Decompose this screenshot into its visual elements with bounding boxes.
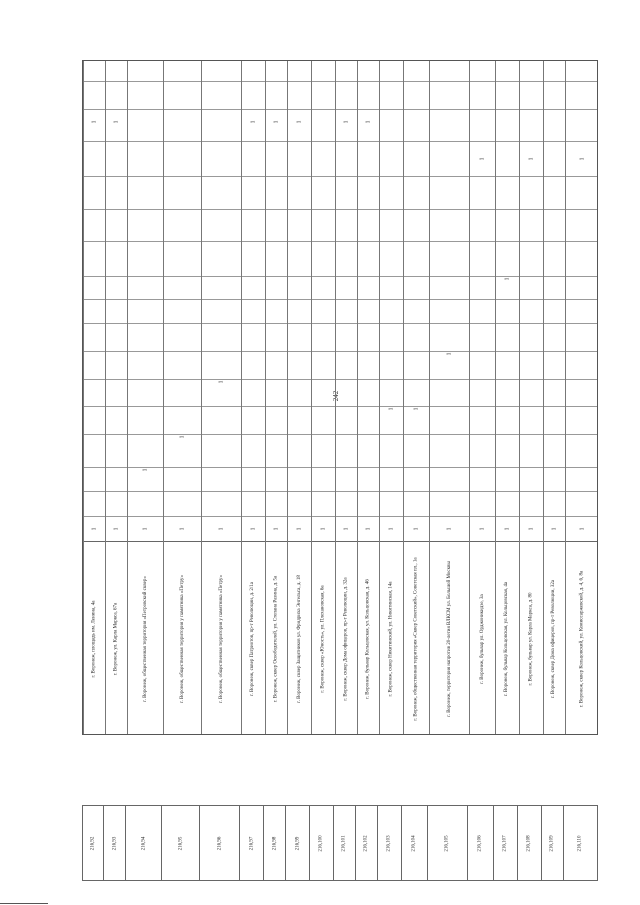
row-mark: 1 [579, 157, 586, 161]
row-address: г. Воронеж, территория напротив 20-летия ВЛКСМ ул. Большой Москвы [446, 560, 452, 717]
row-address: г. Воронеж, общественная территория «Петровский сквер» [142, 575, 148, 702]
table-row [311, 61, 335, 734]
bottom-rule [0, 903, 48, 904]
row-mark: 1 [504, 527, 511, 531]
row-mark: 1 [218, 380, 225, 384]
row-mark: 1 [504, 277, 511, 281]
table-row [105, 61, 127, 734]
row-code: 216,92 [82, 805, 104, 881]
row-mark: 1 [479, 157, 486, 161]
row-address: г. Воронеж, общественная территория у памятника «Петру» [179, 574, 185, 703]
row-address: г. Воронеж, общественная территория «Сквер Советский», Советская пл., 1а [413, 556, 419, 721]
row-code: 216,93 [104, 805, 126, 881]
row-code: 216,97 [240, 805, 264, 881]
row-address: г. Воронеж, сквер Никитинский, ул. Никитинская, 14а [388, 580, 394, 697]
row-address: г. Воронеж, сквер Дома офицеров, пр-т Революции, д. 32а [343, 576, 349, 701]
row-mark: 1 [179, 527, 186, 531]
row-mark: 1 [579, 527, 586, 531]
table-row [163, 61, 201, 734]
table-row [403, 61, 429, 734]
row-mark: 1 [91, 527, 98, 531]
row-address: г. Воронеж, сквер Освободителей, ул. Степана Разина, д. 5а [273, 575, 279, 702]
row-address: г. Воронеж, бульвар ул. Орджоникидзе, 3а [479, 593, 485, 684]
row-mark: 1 [218, 527, 225, 531]
row-code: 216,100 [310, 805, 334, 881]
row-mark: 1 [296, 527, 303, 531]
row-mark: 1 [296, 120, 303, 124]
page-number: 242 [332, 390, 340, 402]
row-code: 216,95 [162, 805, 200, 881]
row-mark: 1 [413, 407, 420, 411]
row-address: г. Воронеж, бульвар ул. Карла Маркса, д. 80 [528, 591, 534, 686]
row-mark: 1 [388, 407, 395, 411]
table-row [127, 61, 163, 734]
row-mark: 1 [446, 352, 453, 356]
row-mark: 1 [551, 527, 558, 531]
row-address: г. Воронеж, площадь им. Ленина, 4а [91, 600, 97, 677]
row-mark: 1 [446, 527, 453, 531]
row-mark: 1 [528, 527, 535, 531]
table-row [429, 61, 469, 734]
row-address: г. Воронеж, сквер Защитников ул. Фридриха Энгельса, д. 18 [296, 574, 302, 703]
row-mark: 1 [142, 468, 149, 472]
row-code: 216,107 [494, 805, 518, 881]
row-code: 216,110 [564, 805, 598, 881]
table-row [357, 61, 379, 734]
row-mark: 1 [113, 120, 120, 124]
row-address: г. Воронеж, бульвар Кольцовская, ул. Кольцовская, 4а [504, 581, 510, 696]
row-code: 216,109 [542, 805, 564, 881]
table-row [519, 61, 543, 734]
row-mark: 1 [343, 527, 350, 531]
row-mark: 1 [388, 527, 395, 531]
row-address: г. Воронеж, сквер Дома офицеров, пр-т Революции, 32а [551, 579, 557, 698]
row-mark: 1 [479, 527, 486, 531]
table-row [543, 61, 565, 734]
row-address: г. Воронеж, ул. Карла Маркса, 67а [113, 602, 119, 675]
row-address: г. Воронеж, общественная территория у памятника «Петру» [218, 574, 224, 703]
row-code: 216,98 [264, 805, 286, 881]
row-mark: 1 [343, 120, 350, 124]
row-mark: 1 [413, 527, 420, 531]
row-code: 216,102 [356, 805, 378, 881]
row-address: г. Воронеж, сквер «Юность», ул. Плехановская, 6а [320, 584, 326, 693]
row-code: 216,96 [200, 805, 240, 881]
register-table [82, 60, 598, 881]
row-address: г. Воронеж, бульвар Кольцовская, ул. Кольцовская, д. 46 [365, 578, 371, 699]
table-row [287, 61, 311, 734]
table-row [565, 61, 599, 734]
row-code: 216,99 [286, 805, 310, 881]
row-mark: 1 [250, 120, 257, 124]
row-code: 216,103 [378, 805, 402, 881]
table-row [469, 61, 495, 734]
row-code: 216,101 [334, 805, 356, 881]
row-mark: 1 [250, 527, 257, 531]
row-mark: 1 [528, 157, 535, 161]
row-address: г. Воронеж, сквер Кольцовский, ул. Комиссаржевской, д. 4, 6, 8а [579, 570, 585, 707]
table-row [335, 61, 357, 734]
row-mark: 1 [142, 527, 149, 531]
row-code: 216,106 [468, 805, 494, 881]
row-mark: 1 [91, 120, 98, 124]
table-row [83, 61, 105, 734]
row-address: г. Воронеж, сквер Патриотов, пр-т Революции, д. 2/1а [250, 581, 256, 696]
row-mark: 1 [365, 120, 372, 124]
row-code: 216,104 [402, 805, 428, 881]
row-mark: 1 [320, 527, 327, 531]
table-row [495, 61, 519, 734]
row-mark: 1 [273, 120, 280, 124]
code-column-strip [82, 805, 598, 881]
row-mark: 1 [179, 435, 186, 439]
row-code: 216,94 [126, 805, 162, 881]
table-row [201, 61, 241, 734]
row-mark: 1 [365, 527, 372, 531]
table-row [265, 61, 287, 734]
table-grid [82, 60, 598, 735]
row-mark: 1 [273, 527, 280, 531]
table-row [241, 61, 265, 734]
table-row [379, 61, 403, 734]
row-code: 216,105 [428, 805, 468, 881]
row-mark: 1 [113, 527, 120, 531]
row-code: 216,108 [518, 805, 542, 881]
